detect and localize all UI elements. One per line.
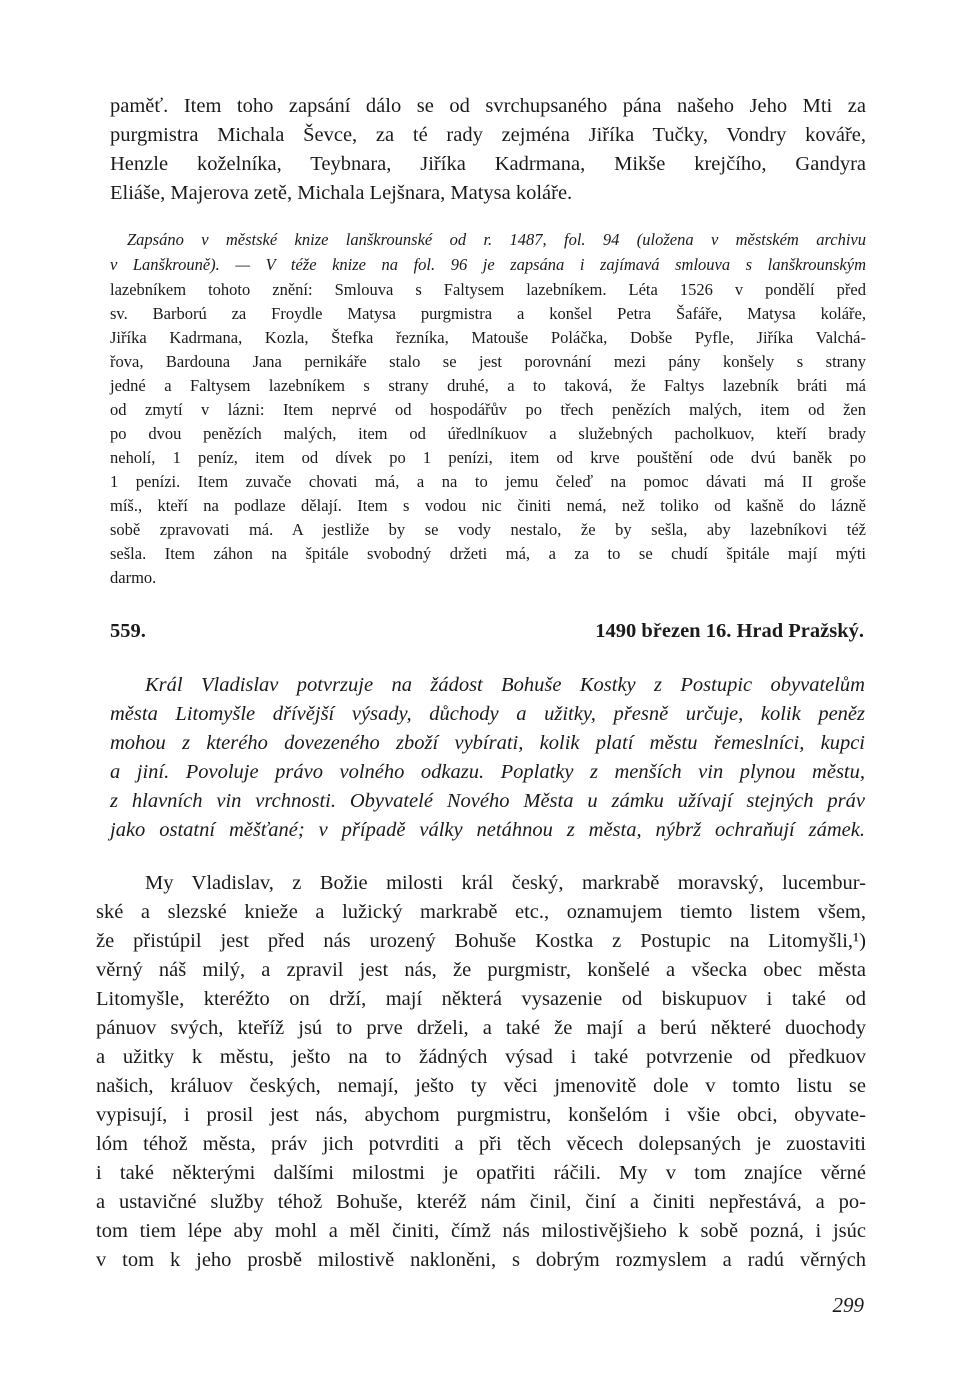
note-line: sv. Barború za Froydle Matysa purgmistra a konšel Petra Šafáře, Matysa koláře, [110,304,866,323]
charter-line: vypisují, i prosil jest nás, abychom purgmistru, konšelóm i všie obci, obyvate- [96,1104,866,1126]
charter-line: našich, králuov českých, nemají, ješto ty věci jmenovitě dole v tomto listu se [96,1075,866,1097]
note-line: darmo. [110,568,157,587]
note-line: sešla. Item záhon na špitále svobodný držeti má, a za to se chudí špitále mají mýti [110,544,866,563]
charter-line: a ustavičné služby téhož Bohuše, kteréž nám činil, činí a činiti nepřestává, a po- [96,1191,866,1213]
text-line: paměť. Item toho zapsání dálo se od svrchupsaného pána našeho Jeho Mti za [110,95,866,117]
charter-line: My Vladislav, z Božie milosti král český, markrabě moravský, lucembur- [145,872,866,894]
regest-line: města Litomyšle dřívější výsady, důchody a užitky, přesně určuje, kolik peněz [110,703,865,725]
regest-line: a jiní. Povoluje právo volného odkazu. Poplatky z menších vin plynou městu, [110,761,865,783]
note-line: neholí, 1 peníz, item od dívek po 1 penízi, item od krve pouštění ode dvú baněk po [110,448,866,467]
note-line: po dvou penězích malých, item od úředlníkuov a služebných pacholkuov, kteří brady [110,424,866,443]
text-line: purgmistra Michala Ševce, za té rady zejména Jiříka Tučky, Vondry kováře, [110,124,866,146]
regest-line: jako ostatní měšťané; v případě války netáhnou z města, nýbrž ochraňují zámek. [110,819,865,841]
note-line: Zapsáno v městské knize lanškrounské od r. 1487, fol. 94 (uložena v městském archivu [127,230,866,249]
charter-line: ské a slezské knieže a lužický markrabě etc., oznamujem tiemto listem všem, [96,901,866,923]
record-number: 559. [110,620,146,642]
charter-line: lóm téhož města, práv jich potvrditi a při těch věcech dolepsaných je zuostaviti [96,1133,866,1155]
note-line: lazebníkem tohoto znění: Smlouva s Faltysem lazebníkem. Léta 1526 v pondělí před [110,280,866,299]
note-line: sobě zpravovati má. A jestliže by se vody nestalo, že by sešla, aby lazebníkovi též [110,520,866,539]
charter-line: věrný náš milý, a zpravil jest nás, že purgmistr, konšelé a všecka obec města [96,959,866,981]
note-line: 1 penízi. Item zuvače chovati má, a na to jemu čeleď na pomoc dávati má II groše [110,472,866,491]
regest-line: mohou z kterého dovezeného zboží vybírati, kolik platí městu řemeslníci, kupci [110,732,865,754]
text-line: Eliáše, Majerova zetě, Michala Lejšnara, Matysa koláře. [110,182,573,204]
record-date-place: 1490 březen 16. Hrad Pražský. [595,620,864,642]
charter-line: Litomyšle, kteréžto on drží, mají některá vysazenie od biskupuov i také od [96,988,866,1010]
regest-line: Král Vladislav potvrzuje na žádost Bohuše Kostky z Postupic obyvatelům [145,674,865,696]
note-line: v Lanškrouně). — V téže knize na fol. 96 je zapsána i zajímavá smlouva s lanškrounským [110,255,866,274]
charter-line: v tom k jeho prosbě milostivě nakloněni, s dobrým rozmyslem a radú věrných [96,1249,866,1271]
note-line: Jiříka Kadrmana, Kozla, Štefka řezníka, Matouše Poláčka, Dobše Pyfle, Jiříka Valchá- [110,328,866,347]
page-number: 299 [832,1293,864,1317]
charter-line: pánuov svých, kteříž jsú to prve drželi, a také že mají a berú některé duochody [96,1017,866,1039]
note-line: jedné a Faltysem lazebníkem s strany druhé, a to taková, že Faltys lazebník bráti má [110,376,866,395]
regest-line: z hlavních vin vrchnosti. Obyvatelé Nového Města u zámku užívají stejných práv [110,790,865,812]
note-line: od zmytí v lázni: Item neprvé od hospodářův po třech penězích malých, item od žen [110,400,866,419]
charter-line: a užitky k městu, ješto na to žádných výsad i také potvrzenie od předkuov [96,1046,866,1068]
note-line: řova, Bardouna Jana pernikáře stalo se jest porovnání mezi pány konšely s strany [110,352,866,371]
text-line: Henzle koželníka, Teybnara, Jiříka Kadrmana, Mikše krejčího, Gandyra [110,153,866,175]
charter-line: že přistúpil jest před nás urozený Bohuše Kostka z Postupic na Litomyšli,¹) [96,930,866,952]
charter-line: tom tiem lépe aby mohl a měl činiti, čímž nás milostivějšieho k sobě pozná, i jsúc [96,1220,866,1242]
note-line: míš., kteří na podlaze dělají. Item s vodou nic činiti nemá, než toliko od kašně do lázně [110,496,866,515]
charter-line: i také některými dalšími milostmi je opatřiti ráčili. My v tom znajíce věrné [96,1162,866,1184]
